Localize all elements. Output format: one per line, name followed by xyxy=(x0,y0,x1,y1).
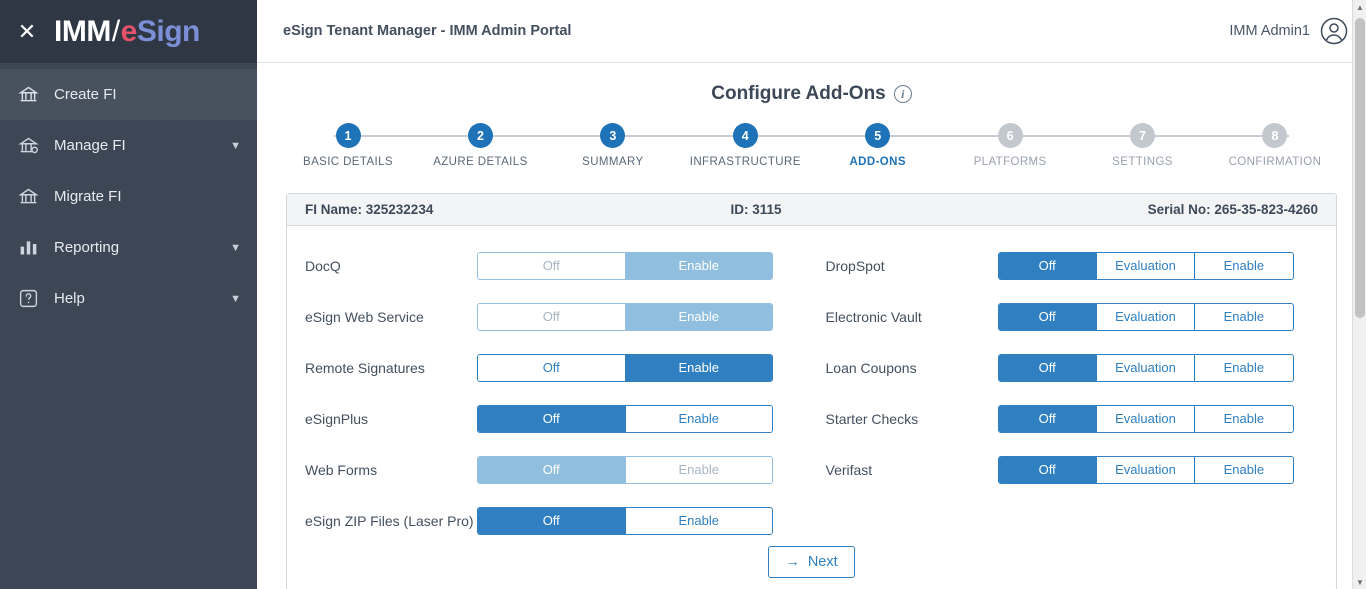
sidebar-item-create-fi[interactable] xyxy=(0,69,257,120)
main-area xyxy=(257,0,1366,589)
addon-toggle-web-forms[interactable] xyxy=(477,456,773,484)
step-number: 2 xyxy=(468,123,493,148)
sidebar-item-label: Create FI xyxy=(54,86,117,103)
step-platforms[interactable] xyxy=(951,123,1069,168)
step-azure-details[interactable] xyxy=(421,123,539,168)
logo-e: e xyxy=(120,14,137,48)
option-enable[interactable]: Enable xyxy=(1195,355,1292,381)
sidebar-item-label: Help xyxy=(54,290,85,307)
logo-imm: IMM xyxy=(54,14,111,48)
option-enable[interactable]: Enable xyxy=(1195,406,1292,432)
fi-serial-no: Serial No: 265-35-823-4260 xyxy=(1147,202,1318,217)
sidebar-nav xyxy=(0,63,257,324)
sidebar-item-help[interactable] xyxy=(0,273,257,324)
addon-label: Web Forms xyxy=(305,461,378,478)
option-off[interactable]: Off xyxy=(999,457,1097,483)
addon-label: Verifast xyxy=(825,461,873,478)
option-enable[interactable]: Enable xyxy=(626,406,773,432)
addon-toggle-docq[interactable] xyxy=(477,252,773,280)
step-number: 4 xyxy=(733,123,758,148)
addons-panel xyxy=(286,193,1337,589)
step-infrastructure[interactable] xyxy=(686,123,804,168)
step-confirmation[interactable] xyxy=(1216,123,1334,168)
chevron-down-icon[interactable]: ▼ xyxy=(230,292,241,305)
step-number: 7 xyxy=(1130,123,1155,148)
user-name: IMM Admin1 xyxy=(1229,23,1310,39)
option-evaluation[interactable]: Evaluation xyxy=(1097,406,1195,432)
option-off[interactable]: Off xyxy=(999,253,1097,279)
option-enable[interactable]: Enable xyxy=(1195,304,1292,330)
bank-arrow-icon xyxy=(18,186,46,207)
step-label: BASIC DETAILS xyxy=(303,156,393,168)
option-enable[interactable]: Enable xyxy=(626,355,773,381)
option-off[interactable]: Off xyxy=(478,508,626,534)
page-title xyxy=(257,83,1366,105)
step-label: AZURE DETAILS xyxy=(433,156,528,168)
step-number: 3 xyxy=(600,123,625,148)
sidebar-item-reporting[interactable] xyxy=(0,222,257,273)
step-basic-details[interactable] xyxy=(289,123,407,168)
option-off[interactable]: Off xyxy=(999,406,1097,432)
sidebar-header xyxy=(0,0,257,63)
bar-chart-icon xyxy=(18,237,46,258)
addon-row-dropspot xyxy=(826,240,1337,291)
avatar[interactable] xyxy=(1320,17,1348,45)
addon-toggle-dropspot[interactable] xyxy=(998,252,1294,280)
top-bar xyxy=(257,0,1366,63)
step-label: ADD-ONS xyxy=(849,156,906,168)
addon-row-electronic-vault xyxy=(826,291,1337,342)
option-off[interactable]: Off xyxy=(478,457,626,483)
sidebar-item-migrate-fi[interactable] xyxy=(0,171,257,222)
step-label: CONFIRMATION xyxy=(1228,156,1322,168)
next-button-label: Next xyxy=(807,554,838,570)
chevron-down-icon[interactable]: ▼ xyxy=(230,139,241,152)
option-evaluation[interactable]: Evaluation xyxy=(1097,253,1195,279)
step-settings[interactable] xyxy=(1084,123,1202,168)
logo-slash: / xyxy=(111,14,120,48)
addon-toggle-esignplus[interactable] xyxy=(477,405,773,433)
info-icon[interactable]: i xyxy=(894,85,912,103)
next-button[interactable] xyxy=(768,546,854,578)
step-label: INFRASTRUCTURE xyxy=(689,156,801,168)
option-off[interactable]: Off xyxy=(478,304,626,330)
page-title-bar: eSign Tenant Manager - IMM Admin Portal xyxy=(283,23,572,39)
option-enable[interactable]: Enable xyxy=(626,304,773,330)
option-enable[interactable]: Enable xyxy=(626,457,773,483)
addons-grid xyxy=(287,226,1336,546)
option-enable[interactable]: Enable xyxy=(626,508,773,534)
addon-toggle-electronic-vault[interactable] xyxy=(998,303,1294,331)
addon-label: Remote Signatures xyxy=(305,359,425,376)
addon-toggle-esign-web-service[interactable] xyxy=(477,303,773,331)
addon-row-esign-zip-files xyxy=(305,495,812,546)
scroll-up-arrow-icon[interactable]: ▲ xyxy=(1356,2,1364,12)
stepper-steps xyxy=(287,123,1336,168)
option-off[interactable]: Off xyxy=(478,253,626,279)
arrow-right-icon: → xyxy=(785,554,800,570)
vertical-scrollbar[interactable] xyxy=(1352,0,1366,589)
sidebar-item-label: Reporting xyxy=(54,239,120,256)
addon-toggle-remote-signatures[interactable] xyxy=(477,354,773,382)
addon-label: DocQ xyxy=(305,257,341,274)
addon-label: eSign Web Service xyxy=(305,308,424,325)
option-off[interactable]: Off xyxy=(999,355,1097,381)
addon-row-starter-checks xyxy=(826,393,1337,444)
step-number: 1 xyxy=(336,123,361,148)
addon-label: eSign ZIP Files (Laser Pro) xyxy=(305,512,474,529)
step-label: SETTINGS xyxy=(1112,156,1173,168)
top-bar-right xyxy=(1229,17,1348,45)
addons-column-right xyxy=(812,240,1337,546)
content-area xyxy=(257,63,1366,588)
option-evaluation[interactable]: Evaluation xyxy=(1097,457,1195,483)
option-off[interactable]: Off xyxy=(999,304,1097,330)
step-number: 5 xyxy=(865,123,890,148)
sidebar-item-manage-fi[interactable] xyxy=(0,120,257,171)
panel-footer xyxy=(287,546,1336,578)
addon-toggle-loan-coupons[interactable] xyxy=(998,354,1294,382)
fi-id: ID: 3115 xyxy=(730,202,782,217)
sidebar xyxy=(0,0,257,589)
addon-label: Starter Checks xyxy=(825,410,919,427)
bank-gear-icon xyxy=(18,135,46,156)
step-add-ons[interactable] xyxy=(819,123,937,168)
addon-row-esignplus xyxy=(305,393,812,444)
option-evaluation[interactable]: Evaluation xyxy=(1097,304,1195,330)
addon-label: eSignPlus xyxy=(305,410,369,427)
addon-row-esign-web-service xyxy=(305,291,812,342)
option-off[interactable]: Off xyxy=(478,355,626,381)
option-evaluation[interactable]: Evaluation xyxy=(1097,355,1195,381)
app-logo xyxy=(54,15,200,49)
addon-row-docq xyxy=(305,240,812,291)
addons-column-left xyxy=(287,240,812,546)
bank-icon xyxy=(18,84,46,105)
close-icon[interactable]: ✕ xyxy=(17,18,37,44)
addon-toggle-esign-zip-files[interactable] xyxy=(477,507,773,535)
addon-toggle-verifast[interactable] xyxy=(998,456,1294,484)
scrollbar-thumb[interactable] xyxy=(1355,18,1365,318)
option-enable[interactable]: Enable xyxy=(1195,253,1292,279)
fi-name: FI Name: 325232234 xyxy=(305,202,434,217)
option-off[interactable]: Off xyxy=(478,406,626,432)
scroll-down-arrow-icon[interactable]: ▼ xyxy=(1356,577,1364,587)
step-label: PLATFORMS xyxy=(973,156,1047,168)
addon-label: Electronic Vault xyxy=(825,308,922,325)
step-number: 6 xyxy=(998,123,1023,148)
wizard-stepper xyxy=(287,123,1336,185)
panel-header xyxy=(287,194,1336,226)
addon-toggle-starter-checks[interactable] xyxy=(998,405,1294,433)
sidebar-item-label: Migrate FI xyxy=(54,188,122,205)
addon-label: Loan Coupons xyxy=(825,359,917,376)
option-enable[interactable]: Enable xyxy=(626,253,773,279)
page-title-text: Configure Add-Ons xyxy=(711,83,886,104)
addon-row-remote-signatures xyxy=(305,342,812,393)
step-number: 8 xyxy=(1262,123,1287,148)
question-circle-icon xyxy=(18,288,46,309)
logo-sign: Sign xyxy=(136,14,200,48)
step-label: SUMMARY xyxy=(582,156,644,168)
sidebar-item-label: Manage FI xyxy=(54,137,126,154)
addon-row-loan-coupons xyxy=(826,342,1337,393)
chevron-down-icon[interactable]: ▼ xyxy=(230,241,241,254)
step-summary[interactable] xyxy=(554,123,672,168)
addon-row-web-forms xyxy=(305,444,812,495)
addon-row-verifast xyxy=(826,444,1337,495)
addon-label: DropSpot xyxy=(825,257,885,274)
option-enable[interactable]: Enable xyxy=(1195,457,1292,483)
